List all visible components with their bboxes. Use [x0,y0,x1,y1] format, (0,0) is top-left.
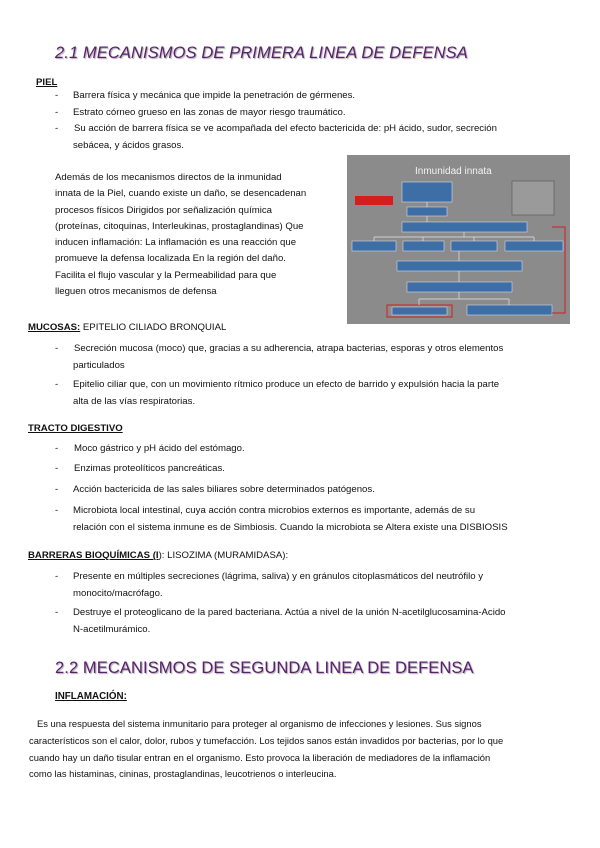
diagram-svg [347,155,570,324]
barreras-item: - Presente en múltiples secreciones (lágrima, saliva) y en gránulos citoplasmáticos del neutrófilo y monocito/macrófago. [55,569,555,602]
diagram-box [407,282,512,292]
diagram-box [403,241,444,251]
paragraph-line: lleguen otros mecanismos de defensa [55,286,217,298]
diagram-box [352,241,396,251]
tracto-item: - Enzimas proteolíticos pancreáticas. [55,461,555,478]
paragraph-line: Además de los mecanismos directos de la inmunidad [55,172,282,183]
diagram-box [392,307,447,315]
paragraph-line: Facilita el flujo vascular y la Permeabilidad para que [55,269,277,281]
piel-heading [36,77,57,88]
diagram-box [407,207,447,216]
piel-item: - Barrera física y mecánica que impide la penetración de gérmenes. [55,88,555,105]
mucosas-item: - Epitelio ciliar que, con un movimiento rítmico produce un efecto de barrido y expulsión hacia la parte alta de las vías respiratorias. [55,377,555,410]
diagram-box [467,305,552,315]
diagram-red-label [355,196,393,205]
mucosas-item-line: Secreción mucosa (moco) que, gracias a su adherencia, atrapa bacterias, esporas y otros elementos [74,343,504,354]
tracto-item-line: Moco gástrico y pH ácido del estómago. [74,443,245,454]
paragraph-line: característicos son el calor, dolor, rubos y tumefacción. Los tejidos sanos están invadidos por bacterias, por lo que [29,734,504,746]
diagram-box [397,261,522,271]
paragraph-line: como las histaminas, cininas, prostaglandinas, leucotrienos o interleucina. [29,768,337,780]
paragraph-line: cuando hay un daño tisular entran en el organismo. Esto provoca la liberación de mediadores de la inflamación [29,751,491,763]
piel-item: - Estrato córneo grueso en las zonas de mayor riesgo traumático. [55,105,555,122]
barreras-item-line: N-acetilmurámico. [73,623,151,635]
diagram-box [505,241,563,251]
piel-item-text: Barrera física y mecánica que impide la penetración de gérmenes. [73,90,356,101]
mucosas-subtitle: EPITELIO CILIADO BRONQUIAL [80,322,227,333]
piel-item-text: sebácea, y ácidos grasos. [73,140,184,151]
paragraph-line: (proteínas, citoquinas, Interleukinas, prostaglandinas) Que [55,220,304,232]
tracto-item-line: Enzimas proteolíticos pancreáticas. [74,463,225,474]
piel-item: - Su acción de barrera física se ve acompañada del efecto bactericida de: pH ácido, sudor, secreción [55,121,555,138]
paragraph-line: innata de la Piel, cuando existe un daño, se desencadenan [55,188,307,200]
paragraph-line: Es una respuesta del sistema inmunitario para proteger al organismo de infecciones y lesiones. Sus signos [37,718,482,729]
tracto-item: - Acción bactericida de las sales biliares sobre determinados patógenos. [55,482,555,499]
tracto-item: - Moco gástrico y pH ácido del estómago. [55,441,555,458]
mucosas-label: MUCOSAS: [28,322,81,333]
piel-item-text: Estrato córneo grueso en las zonas de mayor riesgo traumático. [73,107,346,118]
barreras-item-line: Destruye el proteoglicano de la pared bacteriana. Actúa a nivel de la unión N-acetilglucosamina-Acido [73,607,506,618]
mucosas-item-line: Epitelio ciliar que, con un movimiento rítmico produce un efecto de barrido y expulsión hacia la parte [73,379,500,390]
tracto-item-line: Microbiota local intestinal, cuya acción contra microbios externos es importante, además de su [73,505,476,516]
inmunidad-innata-diagram [347,155,570,324]
barreras-label: BARRERAS BIOQUÍMICAS (I [28,550,159,561]
tracto-label: TRACTO DIGESTIVO [28,423,123,434]
piel-item-text: Su acción de barrera física se ve acompañada del efecto bactericida de: pH ácido, sudor, secreción [74,123,497,134]
paragraph-line: procesos físicos Dirigidos por señalización química [55,204,273,216]
tracto-item-line: Acción bactericida de las sales biliares sobre determinados patógenos. [73,484,375,495]
mucosas-item-line: alta de las vías respiratorias. [73,395,196,407]
section-1-title: 2.1 MECANISMOS DE PRIMERA LINEA DE DEFENSA [55,44,468,62]
piel-paragraph [55,170,340,300]
diagram-box [402,182,452,202]
mucosas-item-line: particulados [73,359,125,371]
diagram-box [402,222,527,232]
paragraph-line: promueve la defensa localizada En la región del daño. [55,253,286,265]
paragraph-line: inducen inflamación: La inflamación es una reacción que [55,237,297,249]
barreras-item-line: Presente en múltiples secreciones (lágrima, saliva) y en gránulos citoplasmáticos del neutrófilo y [73,571,484,582]
tracto-item-line: relación con el sistema inmune es de Simbiosis. Cuando la microbiota se Altera existe una DISBIOSIS [73,521,508,533]
barreras-item: - Destruye el proteoglicano de la pared bacteriana. Actúa a nivel de la unión N-acetilglucosamina-Acido N-acetilmurámico. [55,605,555,638]
diagram-note-box [512,181,554,215]
inflamacion-heading: INFLAMACIÓN: [55,691,127,702]
diagram-title: Inmunidad innata [415,166,492,177]
barreras-heading [28,550,288,561]
section-2-title: 2.2 MECANISMOS DE SEGUNDA LINEA DE DEFENSA [55,659,474,677]
mucosas-heading [28,322,226,333]
piel-item-continuation [55,138,555,155]
tracto-heading [28,423,123,434]
diagram-box [451,241,497,251]
barreras-subtitle: ): LISOZIMA (MURAMIDASA): [158,550,289,561]
barreras-item-line: monocito/macrófago. [73,587,163,599]
tracto-item: - Microbiota local intestinal, cuya acción contra microbios externos es importante, además de su relación con el sistema inmune es de Simbiosis. Cuando la microbiota se Altera existe una DISBIOSIS [55,503,555,536]
piel-label: PIEL [36,77,58,88]
inflamacion-paragraph [29,716,572,783]
mucosas-item: - Secreción mucosa (moco) que, gracias a su adherencia, atrapa bacterias, esporas y otros elementos particulados [55,341,555,374]
